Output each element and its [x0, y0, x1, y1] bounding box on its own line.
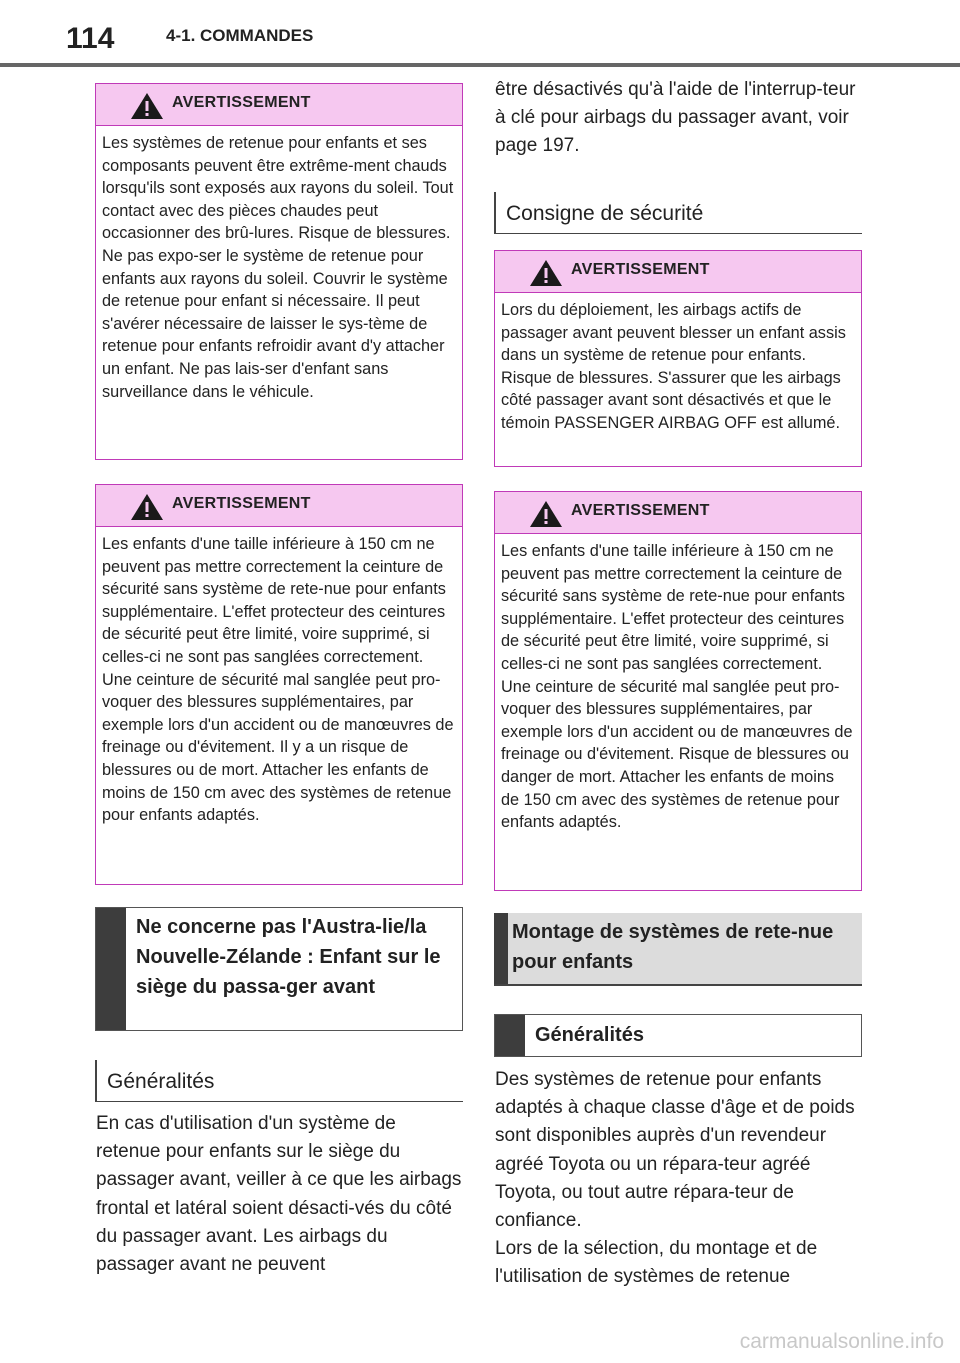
- warning-text: Les enfants d'une taille inférieure à 150 cm ne peuvent pas mettre correctement la ceinture de sécurité sans système de rete-nue pour enfants supplémentaire. L'effet protecteur des ceintures de sécurité peut être limité, voire supprimé, si celles-ci ne sont pas sanglées correctement. Une ceinture de sécurité mal sanglée peut pro-voquer des blessures supplémentaires, par exemple lors d'un accident ou de manœuvres de freinage ou d'évitement. Risque de blessures ou danger de mort. Attacher les enfants de moins de 150 cm avec des systèmes de retenue pour enfants adaptés.: [501, 542, 853, 832]
- header-divider: [0, 63, 960, 67]
- warning-box-seat-belt-2: [494, 491, 862, 891]
- section-bar: [495, 1015, 525, 1056]
- warning-title: AVERTISSEMENT: [172, 94, 311, 111]
- warning-text: Les enfants d'une taille inférieure à 150 cm ne peuvent pas mettre correctement la ceinture de sécurité sans système de rete-nue pour enfants supplémentaire. L'effet protecteur des ceintures de sécurité peut être limité, voire supprimé, si celles-ci ne sont pas sanglées correctement. Une ceinture de sécurité mal sanglée peut pro-voquer des blessures supplémentaires, par exemple lors d'un accident ou de manœuvres de freinage ou d'évitement. Il y a un risque de blessures ou de mort. Attacher les enfants de moins de 150 cm avec des systèmes de retenue pour enfants adaptés.: [102, 535, 454, 825]
- warning-box-seat-belt: [95, 484, 463, 885]
- section-heading-montage: [494, 913, 862, 986]
- subheading-consigne: [494, 192, 862, 234]
- warning-box-airbag: [494, 250, 862, 467]
- body-paragraph: En cas d'utilisation d'un système de retenue pour enfants sur le siège du passager avant, veiller à ce que les airbags frontal et latéral soient désacti-vés du côté du passager avant. Les airbags du passager avant ne peuvent: [96, 1113, 462, 1276]
- subheading-text: Généralités: [107, 1070, 215, 1093]
- subsection-heading-generalites: [494, 1014, 862, 1057]
- section-bar: [494, 913, 508, 984]
- warning-triangle-icon: [529, 259, 563, 287]
- warning-triangle-icon: [529, 500, 563, 528]
- page-header: [0, 0, 960, 68]
- section-title: Montage de systèmes de rete-nue pour enfants: [512, 921, 834, 973]
- warning-triangle-icon: [130, 493, 164, 521]
- page-number: 114: [66, 22, 115, 55]
- warning-title: AVERTISSEMENT: [571, 502, 710, 519]
- section-heading-front-seat: [95, 907, 463, 1031]
- warning-header: [96, 485, 462, 527]
- watermark: carmanualsonline.info: [739, 1330, 944, 1353]
- body-paragraph: Des systèmes de retenue pour enfants adaptés à chaque classe d'âge et de poids sont disponibles auprès d'un revendeur agréé Toyota ou un répara-teur agréé Toyota, ou tout autre répara-teur de confiance.: [495, 1069, 855, 1232]
- section-bar: [96, 908, 126, 1030]
- warning-title: AVERTISSEMENT: [571, 261, 710, 278]
- warning-title: AVERTISSEMENT: [172, 495, 311, 512]
- chapter-title: 4-1. COMMANDES: [166, 26, 314, 45]
- subheading-text: Consigne de sécurité: [506, 202, 704, 225]
- body-paragraph-continued: être désactivés qu'à l'aide de l'interrup-teur à clé pour airbags du passager avant, voir page 197.: [495, 79, 856, 157]
- warning-header: [495, 492, 861, 534]
- section-title: Ne concerne pas l'Austra-lie/la Nouvelle-Zélande : Enfant sur le siège du passa-ger avant: [136, 916, 441, 998]
- subsection-title: Généralités: [535, 1024, 644, 1046]
- warning-text: Lors du déploiement, les airbags actifs de passager avant peuvent blesser un enfant assis dans un système de retenue pour enfants. Risque de blessures. S'assurer que les airbags côté passager avant sont désactivés et que le témoin PASSENGER AIRBAG OFF est allumé.: [501, 301, 846, 432]
- warning-text: Les systèmes de retenue pour enfants et ses composants peuvent être extrême-ment chauds lorsqu'ils sont exposés aux rayons du soleil. Tout contact avec des pièces chaudes peut occasionner des brû-lures. Risque de blessures. Ne pas expo-ser le système de retenue pour enfants aux rayons du soleil. Couvrir le système de retenue pour enfant si nécessaire. Il peut s'avérer nécessaire de laisser le sys-tème de retenue pour enfants refroidir avant d'y attacher un enfant. Ne pas lais-ser d'enfant sans surveillance dans le véhicule.: [102, 134, 454, 401]
- warning-triangle-icon: [130, 92, 164, 120]
- warning-header: [495, 251, 861, 293]
- warning-header: [96, 84, 462, 126]
- warning-box-hot-components: [95, 83, 463, 460]
- body-paragraph: Lors de la sélection, du montage et de l'utilisation de systèmes de retenue: [495, 1238, 818, 1288]
- subheading-generalites: [95, 1060, 463, 1102]
